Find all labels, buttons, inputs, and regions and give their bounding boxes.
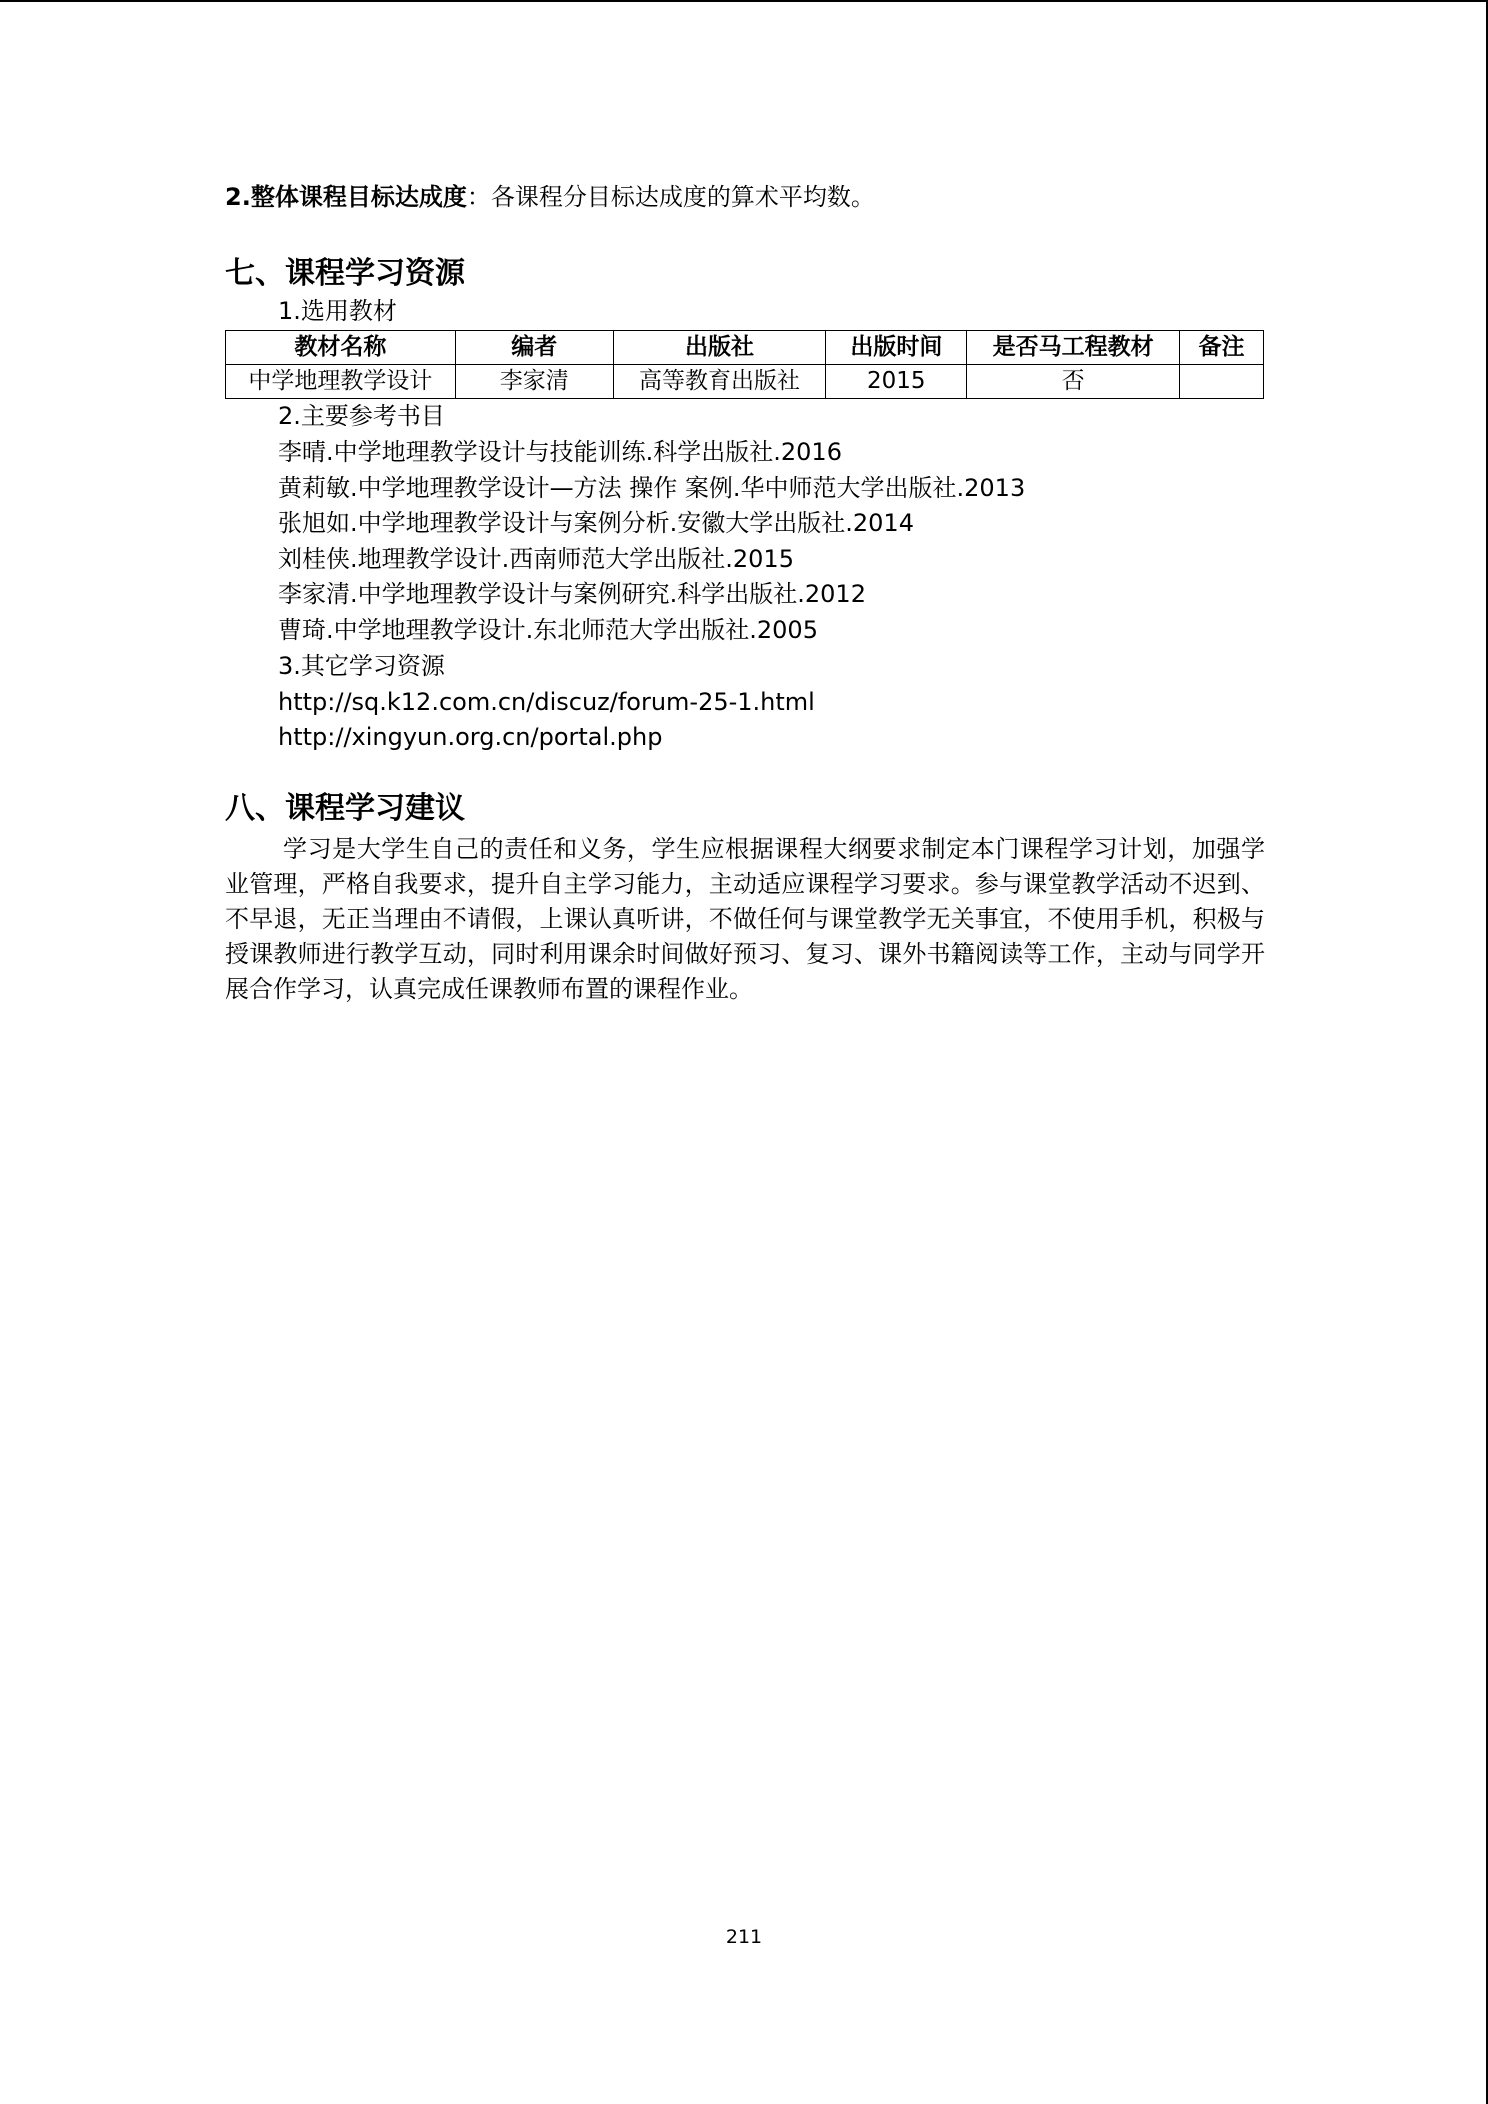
table-header-cell: 备注 (1180, 331, 1264, 365)
table-header-cell: 是否马工程教材 (967, 331, 1180, 365)
table-header-cell: 出版时间 (826, 331, 967, 365)
section7-title: 七、课程学习资源 (225, 256, 465, 291)
page-border-top (0, 0, 1488, 2)
table-row (226, 365, 1264, 399)
resource-link[interactable]: http://sq.k12.com.cn/discuz/forum-25-1.html (278, 688, 815, 716)
achievement-label: 2.整体课程目标达成度 (225, 183, 467, 211)
learning-advice-paragraph: 学习是大学生自己的责任和义务，学生应根据课程大纲要求制定本门课程学习计划，加强学业管理，严格自我要求，提升自主学习能力，主动适应课程学习要求。参与课堂教学活动不迟到、不早退，无正当理由不请假，上课认真听讲，不做任何与课堂教学无关事宜，不使用手机，积极与授课教师进行教学互动，同时利用课余时间做好预习、复习、课外书籍阅读等工作，主动与同学开展合作学习，认真完成任课教师布置的课程作业。 (225, 835, 1265, 1003)
table-header-cell: 出版社 (613, 331, 826, 365)
table-cell: 否 (967, 365, 1180, 399)
table-header-row (226, 331, 1264, 365)
achievement-line (225, 181, 875, 213)
table-cell: 2015 (826, 365, 967, 399)
reference-item: 李家清.中学地理教学设计与案例研究.科学出版社.2012 (278, 580, 866, 608)
table-header-cell: 教材名称 (226, 331, 456, 365)
table-cell: 高等教育出版社 (613, 365, 826, 399)
table-header-cell: 编者 (455, 331, 613, 365)
other-resources-heading: 3.其它学习资源 (278, 652, 445, 680)
table-cell: 中学地理教学设计 (226, 365, 456, 399)
reference-item: 曹琦.中学地理教学设计.东北师范大学出版社.2005 (278, 616, 818, 644)
reference-item: 刘桂侠.地理教学设计.西南师范大学出版社.2015 (278, 545, 794, 573)
achievement-text: ：各课程分目标达成度的算术平均数。 (466, 183, 875, 211)
reference-item: 李晴.中学地理教学设计与技能训练.科学出版社.2016 (278, 438, 842, 466)
reference-item: 张旭如.中学地理教学设计与案例分析.安徽大学出版社.2014 (278, 509, 914, 537)
table-cell (1180, 365, 1264, 399)
textbook-heading: 1.选用教材 (278, 297, 397, 325)
textbook-table (225, 330, 1264, 399)
section8-title: 八、课程学习建议 (225, 791, 465, 826)
references-heading: 2.主要参考书目 (278, 402, 445, 430)
resource-link[interactable]: http://xingyun.org.cn/portal.php (278, 723, 663, 751)
reference-item: 黄莉敏.中学地理教学设计—方法 操作 案例.华中师范大学出版社.2013 (278, 474, 1026, 502)
page-number: 211 (725, 1926, 763, 1948)
table-cell: 李家清 (455, 365, 613, 399)
